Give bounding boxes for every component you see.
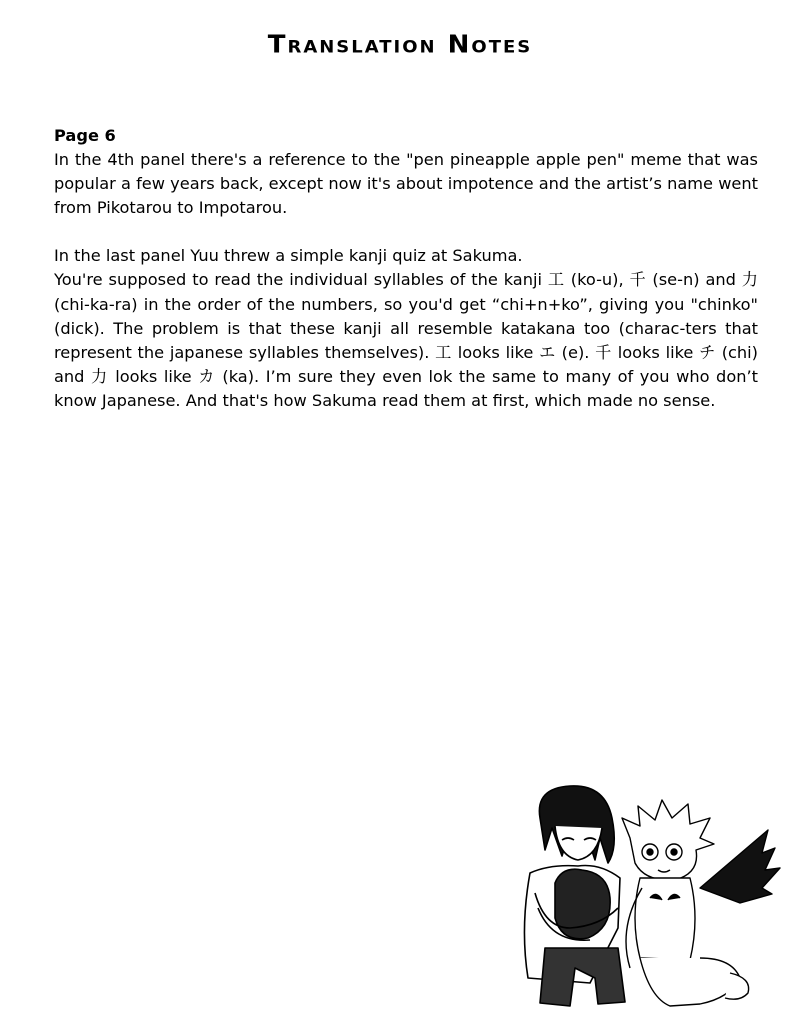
left-character-sitting: [524, 786, 625, 1006]
characters-illustration: [500, 778, 790, 1014]
paragraph-spacer: [54, 220, 758, 244]
note-paragraph-pen-pineapple: In the 4th panel there's a reference to the "pen pineapple apple pen" meme that was popular a few years back, except now it's about impotence and the artist’s name went from Pikotarou to Impotarou.: [54, 150, 758, 218]
note-paragraph-kanji-quiz-intro: In the last panel Yuu threw a simple kanji quiz at Sakuma.: [54, 246, 523, 266]
page-number-heading: Page 6: [54, 126, 116, 145]
right-character-sitting: [622, 800, 780, 1006]
right-character-wing: [700, 830, 780, 903]
right-character-torso: [635, 878, 695, 960]
right-character-legs: [640, 958, 740, 1006]
note-paragraph-kanji-quiz-explanation: You're supposed to read the individual syllables of the kanji 工 (ko-u), 千 (se-n) and 力 (chi-ka-ra) in the order of the numbers, so you'd get “chi+n+ko”, giving you "chinko" (dick). The problem is that these kanji all resemble katakana too (charac-ters that represent the japanese syllables themselves). 工 looks like エ (e). 千 looks like チ (chi) and 力 looks like カ (ka). I’m sure they even lok the same to many of you who don’t know Japanese. And that's how Sakuma read them at first, which made no sense.: [54, 270, 758, 410]
left-character-knees: [555, 869, 610, 939]
notes-body: [54, 124, 758, 413]
page-title: Translation Notes: [267, 30, 533, 60]
right-character-hair: [622, 800, 714, 880]
